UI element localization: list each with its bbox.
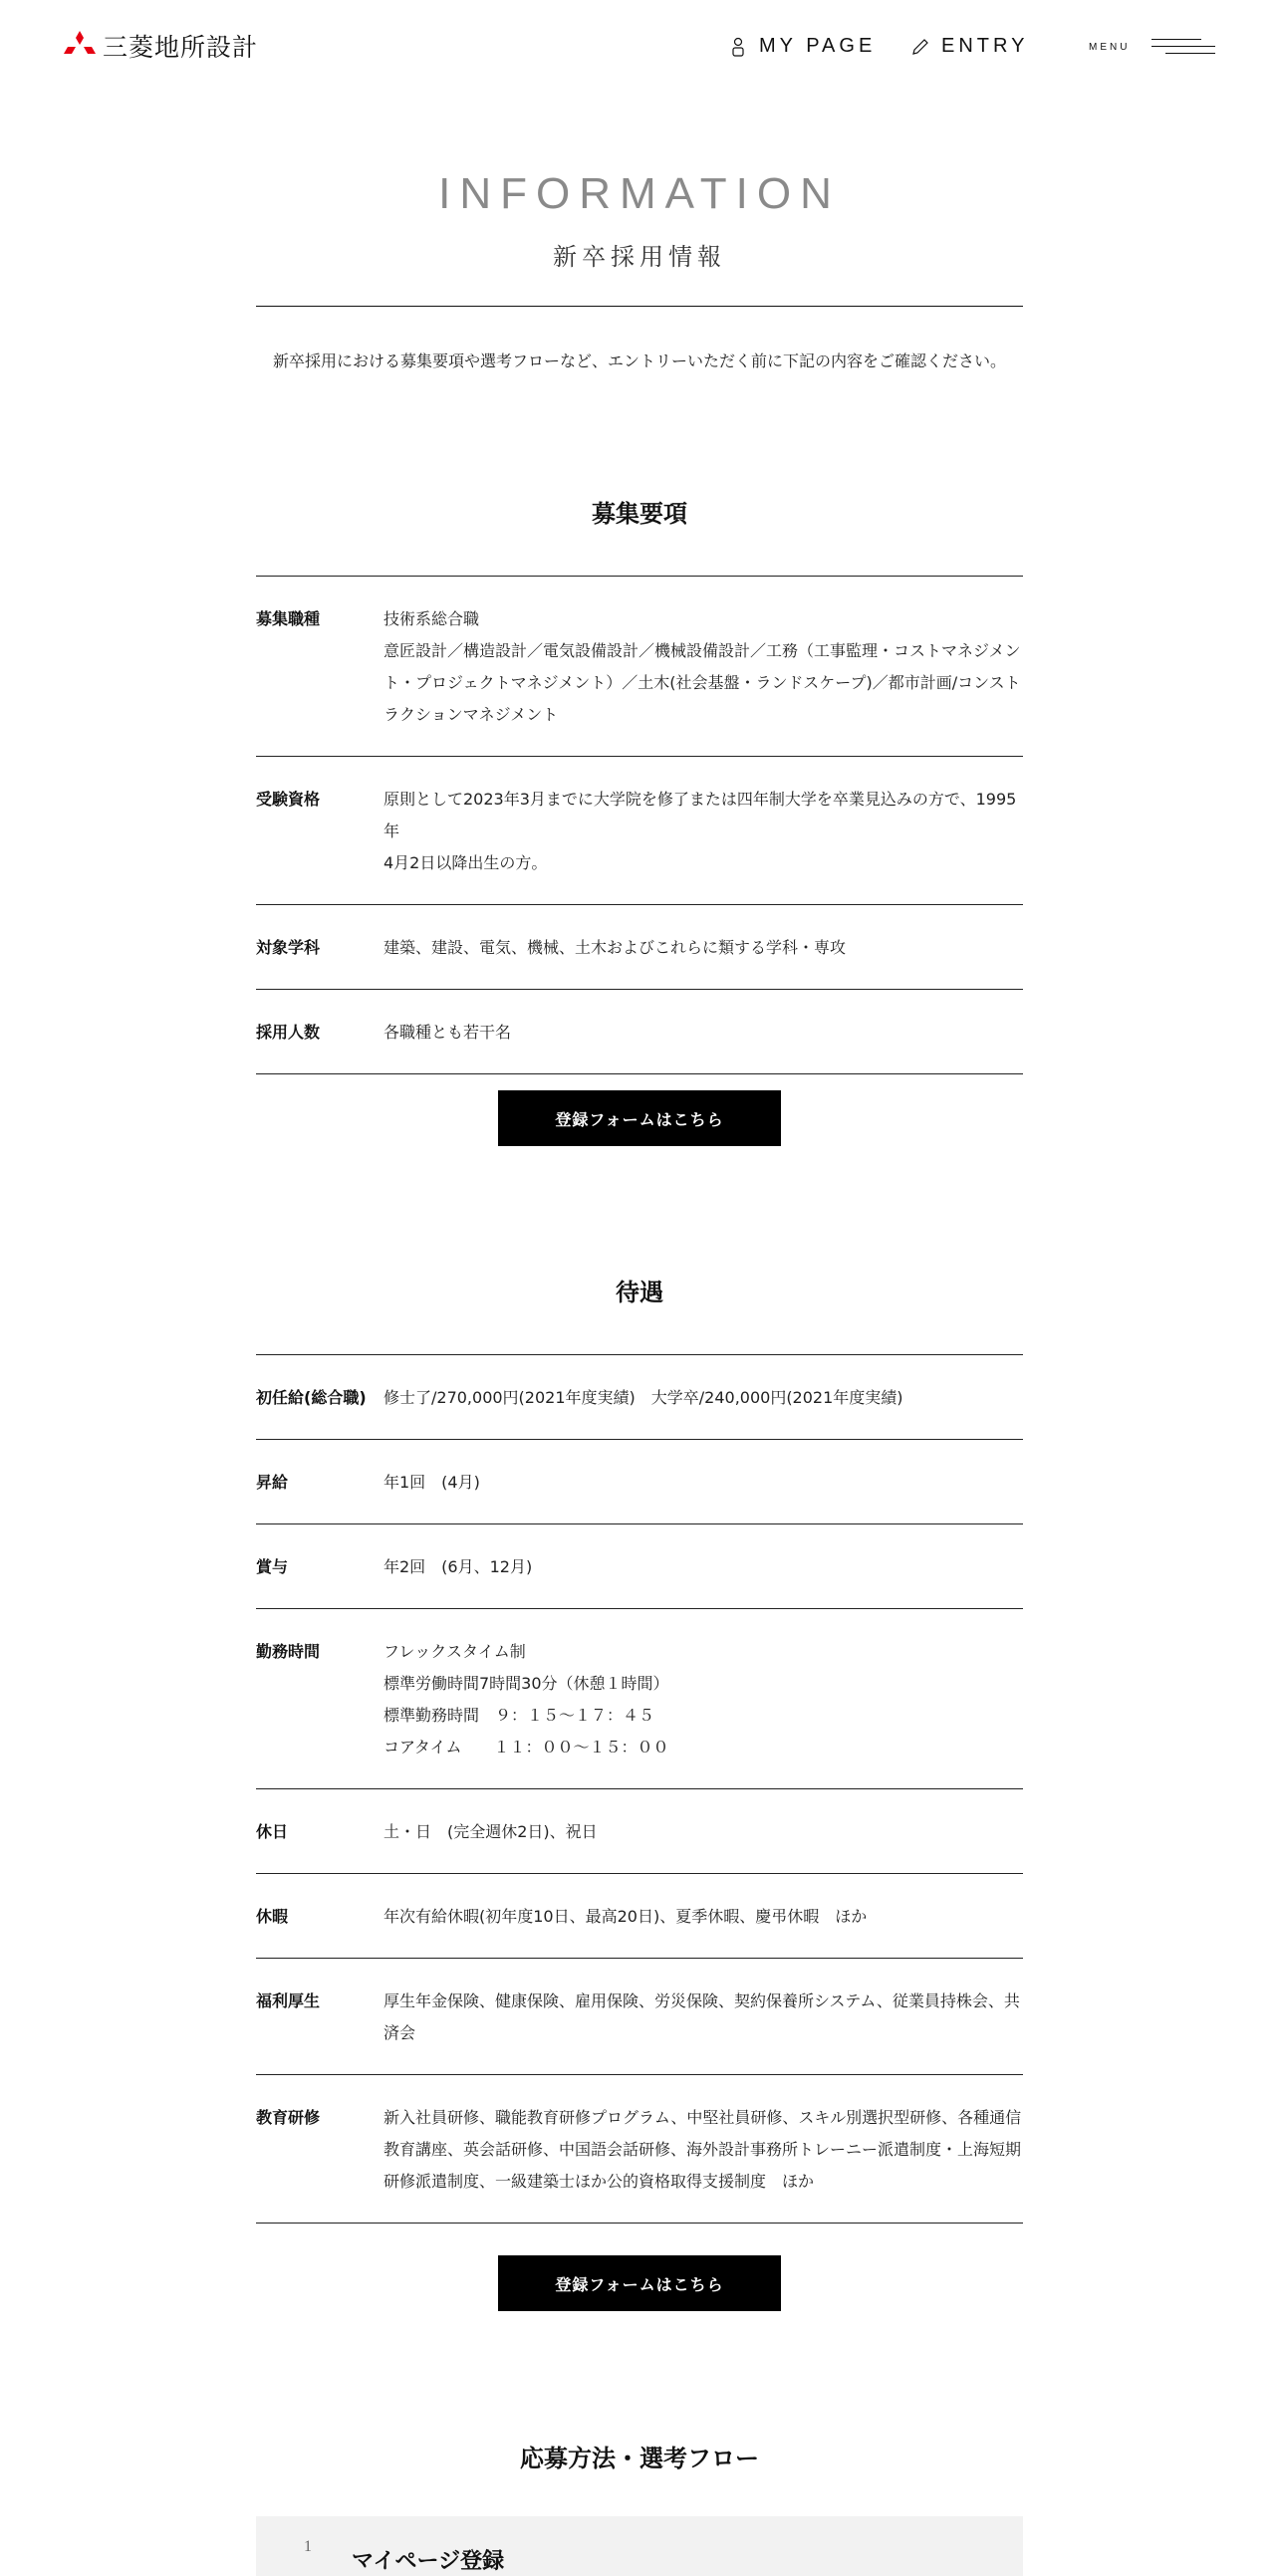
row-value [384, 1467, 1023, 1499]
table-row [256, 1609, 1023, 1789]
row-value [384, 1551, 1023, 1583]
row-value [384, 603, 1023, 731]
pen-icon [909, 36, 931, 58]
row-value [384, 2102, 1023, 2198]
flow-step-title: マイページ登録 [352, 2549, 505, 2574]
row-label: 初任給(総合職) [256, 1388, 367, 1407]
row-value-line: フレックスタイム制 [384, 1642, 526, 1661]
row-value [384, 1986, 1023, 2049]
row-value-line: 標準労働時間7時間30分（休憩１時間） [384, 1674, 669, 1693]
row-value [384, 784, 1023, 879]
row-value-line: 技術系総合職 [384, 609, 480, 628]
table-row [256, 1874, 1023, 1959]
row-value-line: 年次有給休暇(初年度10日、最高20日)、夏季休暇、慶弔休暇 ほか [384, 1907, 868, 1926]
user-icon [727, 36, 749, 58]
row-value-line: 修士了/270,000円(2021年度実績) 大学卒/240,000円(2021年度実績) [384, 1388, 903, 1407]
row-value-line: 原則として2023年3月までに大学院を修了または四年制大学を卒業見込みの方で、1995年 [384, 790, 1017, 840]
row-value-line: ト・プロジェクトマネジメント）／土木(社会基盤・ランドスケープ)／都市計画/コンスト [384, 673, 1021, 692]
site-header [0, 0, 1279, 100]
row-value-line: 各職種とも若干名 [384, 1023, 512, 1042]
hamburger-icon [1151, 36, 1215, 58]
row-value-line: ラクションマネジメント [384, 705, 559, 724]
table-row [256, 2075, 1023, 2224]
row-value-line: 4月2日以降出生の方。 [384, 853, 548, 872]
treatment-section-title: 待遇 [616, 1279, 663, 1306]
page-title-en: INFORMATION [438, 169, 841, 218]
row-label: 昇給 [256, 1473, 289, 1492]
row-value-line: 新入社員研修、職能教育研修プログラム、中堅社員研修、スキル別選択型研修、各種通信 [384, 2108, 1022, 2127]
row-label: 採用人数 [256, 1023, 321, 1042]
row-label: 賞与 [256, 1557, 289, 1576]
three-diamonds-logo-icon [63, 31, 97, 61]
logo-text: 三菱地所設計 [103, 33, 259, 62]
table-row [256, 1959, 1023, 2075]
row-label: 休日 [256, 1822, 289, 1841]
row-value-line: 土・日 (完全週休2日)、祝日 [384, 1822, 598, 1841]
row-value-line: 教育講座、英会話研修、中国語会話研修、海外設計事務所トレーニー派遣制度・上海短期 [384, 2140, 1022, 2159]
row-value-line: 標準勤務時間 ９：１５〜１７：４５ [384, 1706, 655, 1725]
row-value [384, 1017, 1023, 1049]
page-heading [0, 169, 1279, 272]
table-row [256, 1440, 1023, 1524]
nav-entry-label: ENTRY [941, 35, 1029, 57]
table-row [256, 1524, 1023, 1609]
nav-entry[interactable] [909, 35, 1028, 58]
page-title-ja: 新卒採用情報 [553, 243, 726, 271]
table-row [256, 577, 1023, 757]
row-value [384, 932, 1023, 964]
flow-section-title: 応募方法・選考フロー [520, 2445, 759, 2472]
company-logo[interactable] [63, 28, 258, 64]
menu-label: MENU [1089, 41, 1131, 53]
row-value-line: 意匠設計／構造設計／電気設備設計／機械設備設計／工務（工事監理・コストマネジメン [384, 641, 1021, 660]
menu-button[interactable] [1089, 36, 1215, 58]
row-value-line: 年1回 (4月) [384, 1473, 480, 1492]
row-value-line: 済会 [384, 2023, 416, 2042]
row-label: 休暇 [256, 1907, 289, 1926]
row-value [384, 1816, 1023, 1848]
intro-text: 新卒採用における募集要項や選考フローなど、エントリーいただく前に下記の内容をご確認ください。 [272, 351, 1006, 370]
recruitment-section-title: 募集要項 [592, 500, 687, 528]
table-row [256, 1355, 1023, 1440]
treatment-table [256, 1354, 1023, 2224]
registration-form-button[interactable]: 登録フォームはこちら [498, 1090, 781, 1146]
row-label: 勤務時間 [256, 1642, 321, 1661]
registration-form-button-2[interactable]: 登録フォームはこちら [498, 2255, 781, 2311]
table-row [256, 1789, 1023, 1874]
row-value [384, 1636, 1023, 1763]
row-label: 教育研修 [256, 2108, 321, 2127]
flow-step-number: 1 [304, 2538, 312, 2555]
row-label: 福利厚生 [256, 1991, 321, 2010]
row-value-line: コアタイム １１：００〜１５：００ [384, 1738, 669, 1756]
row-label: 対象学科 [256, 938, 321, 957]
nav-my-page[interactable] [727, 35, 876, 58]
nav-my-page-label: MY PAGE [759, 35, 877, 57]
table-row [256, 757, 1023, 905]
table-row [256, 990, 1023, 1074]
flow-step-card [256, 2516, 1023, 2576]
row-label: 募集職種 [256, 609, 321, 628]
recruitment-table [256, 576, 1023, 1074]
row-value-line: 年2回 (6月、12月) [384, 1557, 533, 1576]
row-value-line: 建築、建設、電気、機械、土木およびこれらに類する学科・専攻 [384, 938, 847, 957]
row-value-line: 厚生年金保険、健康保険、雇用保険、労災保険、契約保養所システム、従業員持株会、共 [384, 1991, 1020, 2010]
row-value [384, 1901, 1023, 1933]
row-label: 受験資格 [256, 790, 321, 809]
heading-divider [256, 306, 1023, 307]
table-row [256, 905, 1023, 990]
row-value [384, 1382, 1023, 1414]
row-value-line: 研修派遣制度、一級建築士ほか公的資格取得支援制度 ほか [384, 2172, 815, 2191]
